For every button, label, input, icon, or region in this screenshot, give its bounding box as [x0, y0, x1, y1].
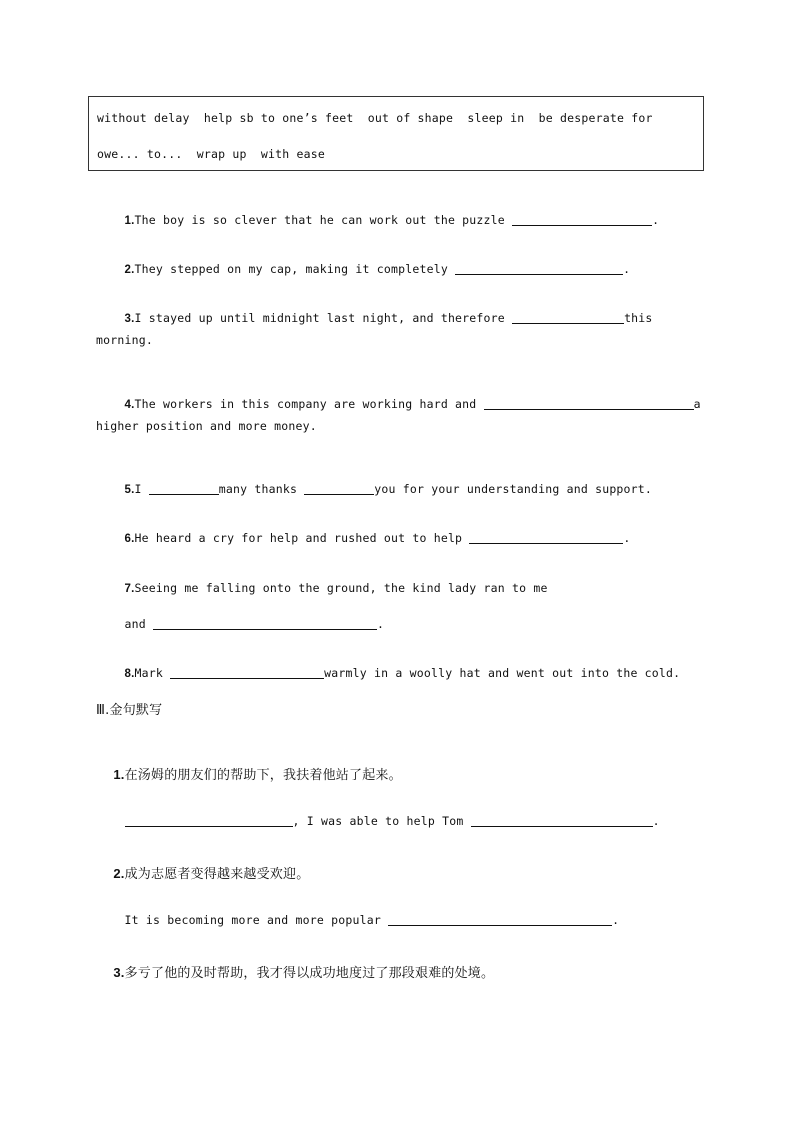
translation-1-chinese — [96, 749, 402, 798]
exercise-8 — [96, 652, 680, 694]
answer-blank[interactable] — [512, 311, 624, 324]
exercise-6 — [96, 517, 630, 559]
item-number: 2. — [113, 866, 125, 881]
item-number: 3. — [124, 313, 135, 325]
item-number: 3. — [113, 965, 125, 980]
exercise-3 — [96, 297, 653, 339]
translation-3-chinese — [96, 947, 494, 996]
exercise-3-continued: morning. — [96, 333, 153, 347]
sentence-end: . — [623, 262, 631, 276]
answer-blank[interactable] — [125, 814, 293, 827]
answer-blank[interactable] — [153, 617, 377, 630]
translation-2-chinese — [96, 848, 309, 897]
word-bank-box — [88, 96, 704, 171]
answer-blank[interactable] — [455, 262, 623, 275]
sentence-text: Seeing me falling onto the ground, the kind lady ran to me — [134, 581, 548, 595]
sentence-text: He heard a cry for help and rushed out to help — [134, 531, 470, 545]
sentence-end: this — [624, 311, 653, 325]
sentence-end: . — [623, 531, 631, 545]
sentence-text: It is becoming more and more popular — [124, 913, 389, 927]
item-number: 5. — [124, 484, 135, 496]
sentence-end: . — [652, 213, 660, 227]
sentence-text: many thanks — [218, 482, 305, 496]
answer-blank[interactable] — [170, 666, 324, 679]
sentence-text: They stepped on my cap, making it completely — [134, 262, 456, 276]
sentence-text: I stayed up until midnight last night, and therefore — [134, 311, 513, 325]
sentence-text: The workers in this company are working hard and — [134, 397, 484, 411]
answer-blank[interactable] — [512, 213, 652, 226]
word-bank-line-2: owe... to... wrap up with ease — [97, 147, 325, 161]
item-number: 7. — [124, 583, 135, 595]
exercise-1 — [96, 199, 659, 241]
answer-blank[interactable] — [469, 531, 623, 544]
chinese-sentence: 在汤姆的朋友们的帮助下，我扶着他站了起来。 — [124, 768, 402, 783]
section-heading: Ⅲ.金句默写 — [96, 703, 163, 718]
sentence-end: you for your understanding and support. — [374, 482, 653, 496]
sentence-end: . — [652, 814, 660, 828]
item-number: 4. — [124, 399, 135, 411]
exercise-5 — [96, 468, 652, 510]
sentence-end: warmly in a woolly hat and went out into the cold. — [324, 666, 681, 680]
sentence-end: a — [693, 397, 701, 411]
exercise-2 — [96, 248, 630, 290]
chinese-sentence: 多亏了他的及时帮助，我才得以成功地度过了那段艰难的处境。 — [124, 966, 495, 981]
item-number: 6. — [124, 533, 135, 545]
item-number: 2. — [124, 264, 135, 276]
answer-blank[interactable] — [484, 397, 694, 410]
answer-blank[interactable] — [304, 482, 374, 495]
chinese-sentence: 成为志愿者变得越来越受欢迎。 — [124, 867, 310, 882]
sentence-end: . — [377, 617, 385, 631]
sentence-end: . — [612, 913, 620, 927]
item-number: 1. — [124, 215, 135, 227]
exercise-7-continued — [96, 603, 384, 645]
answer-blank[interactable] — [149, 482, 219, 495]
translation-2-english — [96, 899, 619, 941]
translation-1-english — [96, 800, 660, 842]
sentence-text: , I was able to help Tom — [292, 814, 471, 828]
item-number: 1. — [113, 767, 125, 782]
sentence-text: and — [124, 617, 153, 631]
exercise-4-continued: higher position and more money. — [96, 419, 317, 433]
sentence-text: Mark — [134, 666, 171, 680]
answer-blank[interactable] — [388, 913, 612, 926]
answer-blank[interactable] — [471, 814, 653, 827]
word-bank-line-1: without delay help sb to one’s feet out of shape sleep in be desperate for — [97, 111, 653, 125]
item-number: 8. — [124, 668, 135, 680]
sentence-text: The boy is so clever that he can work out the puzzle — [134, 213, 513, 227]
sentence-text: I — [134, 482, 149, 496]
